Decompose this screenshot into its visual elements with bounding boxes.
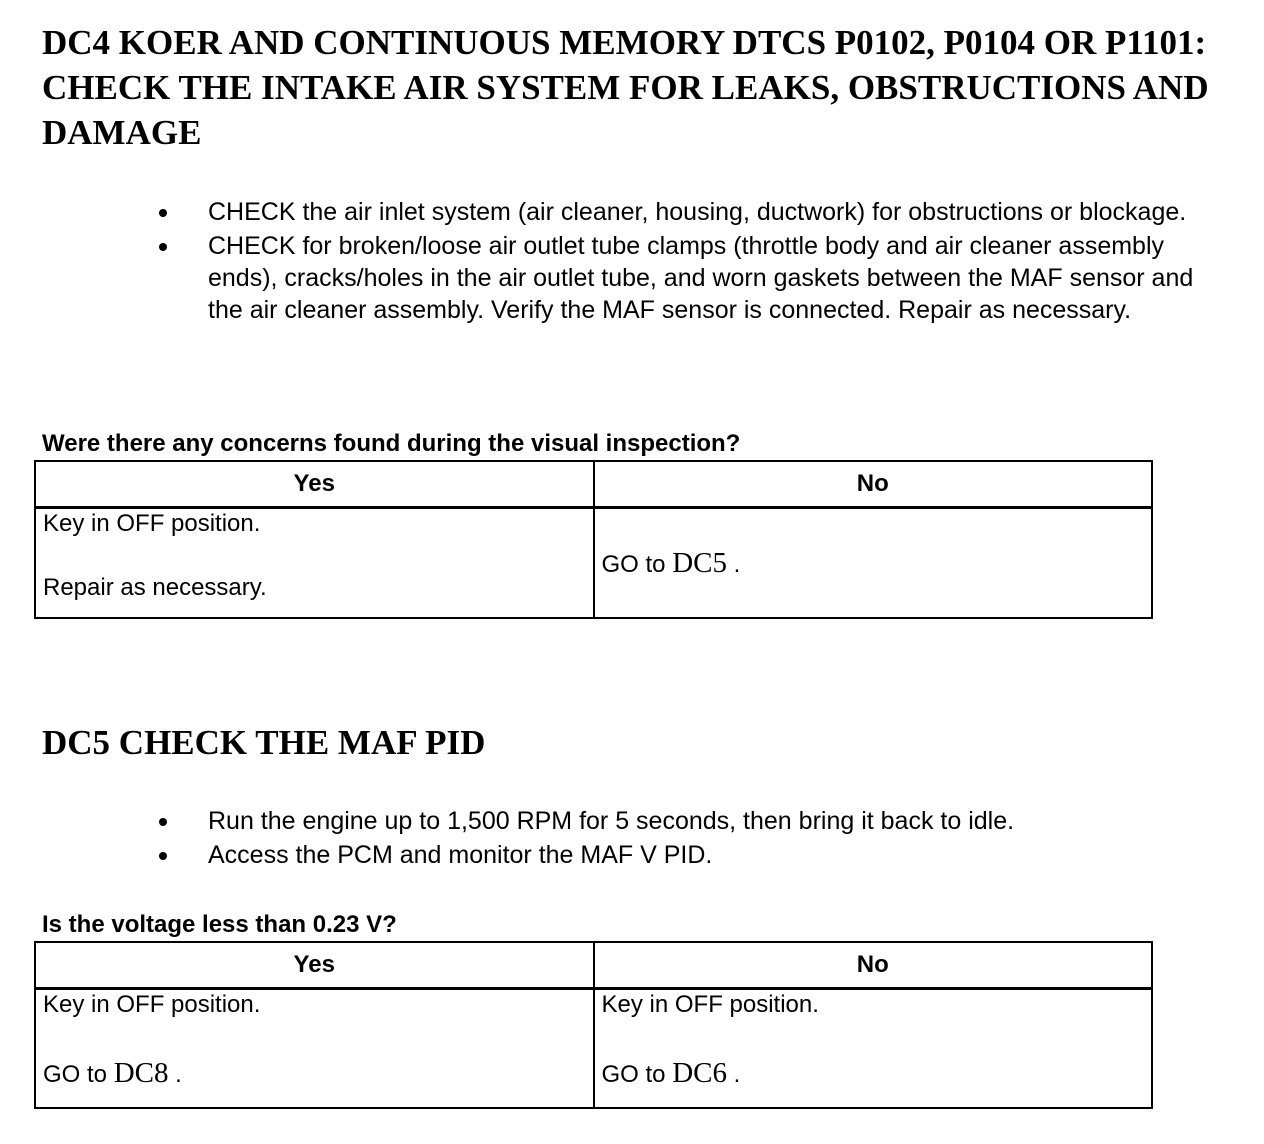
no-step-text: Key in OFF position. <box>601 991 819 1018</box>
goto-suffix: . <box>175 1061 182 1088</box>
question-dc5: Is the voltage less than 0.23 V? <box>42 911 397 938</box>
table-header-row <box>35 461 1152 508</box>
list-item <box>150 805 1230 837</box>
no-header: No <box>594 942 1153 989</box>
goto-dc5[interactable] <box>601 546 741 579</box>
table-row <box>35 989 1152 1109</box>
goto-suffix: . <box>733 1061 741 1088</box>
goto-prefix: GO to <box>601 550 666 578</box>
bullet-icon <box>159 243 167 251</box>
bullet-icon <box>159 209 167 217</box>
yes-cell <box>35 989 594 1109</box>
goto-dc6[interactable] <box>602 1058 1145 1090</box>
no-cell <box>594 989 1153 1109</box>
list-item-text: Access the PCM and monitor the MAF V PID. <box>208 841 713 869</box>
instruction-list-dc4 <box>150 196 1230 328</box>
list-item <box>150 230 1230 326</box>
decision-table-dc4 <box>34 460 1153 619</box>
goto-suffix: . <box>733 550 741 578</box>
spacer <box>43 1020 586 1058</box>
yes-cell <box>35 508 594 619</box>
spacer <box>43 539 586 573</box>
table-header-row <box>35 942 1152 989</box>
goto-ref-link[interactable]: DC5 <box>672 546 727 579</box>
list-item-text: Run the engine up to 1,500 RPM for 5 seconds, then bring it back to idle. <box>208 807 1015 835</box>
list-item-text: CHECK the air inlet system (air cleaner, housing, ductwork) for obstructions or blockage. <box>208 198 1187 226</box>
table-row <box>35 508 1152 619</box>
yes-step-text: Key in OFF position. <box>43 991 261 1018</box>
yes-step-text: Repair as necessary. <box>43 574 267 601</box>
yes-step-text: Key in OFF position. <box>43 510 261 537</box>
no-cell <box>594 508 1153 619</box>
list-item-text: CHECK for broken/loose air outlet tube clamps (throttle body and air cleaner assembly ends), cracks/holes in the air outlet tube, and worn gaskets between the MAF sensor and the air cleaner assembly. Verify the MAF sensor is connected. Repair as necessary. <box>208 232 1194 324</box>
goto-ref-link[interactable]: DC8 <box>113 1057 169 1089</box>
section-heading-dc5: DC5 CHECK THE MAF PID <box>42 723 486 762</box>
list-item <box>150 839 1230 871</box>
goto-prefix: GO to <box>601 1061 666 1088</box>
no-header: No <box>594 461 1153 508</box>
decision-table-dc5 <box>34 941 1153 1109</box>
yes-header: Yes <box>35 461 594 508</box>
bullet-icon <box>159 818 167 826</box>
goto-ref-link[interactable]: DC6 <box>672 1057 727 1089</box>
bullet-icon <box>159 852 167 860</box>
goto-prefix: GO to <box>43 1061 108 1088</box>
spacer <box>602 1020 1145 1058</box>
yes-header: Yes <box>35 942 594 989</box>
section-heading-dc4: DC4 KOER AND CONTINUOUS MEMORY DTCS P0102, P0104 OR P1101: CHECK THE INTAKE AIR SYSTEM FOR LEAKS, OBSTRUCTIONS AND DAMAGE <box>42 23 1209 152</box>
goto-dc8[interactable] <box>43 1058 586 1090</box>
list-item <box>150 196 1230 228</box>
question-dc4: Were there any concerns found during the visual inspection? <box>42 430 741 457</box>
instruction-list-dc5 <box>150 805 1230 873</box>
